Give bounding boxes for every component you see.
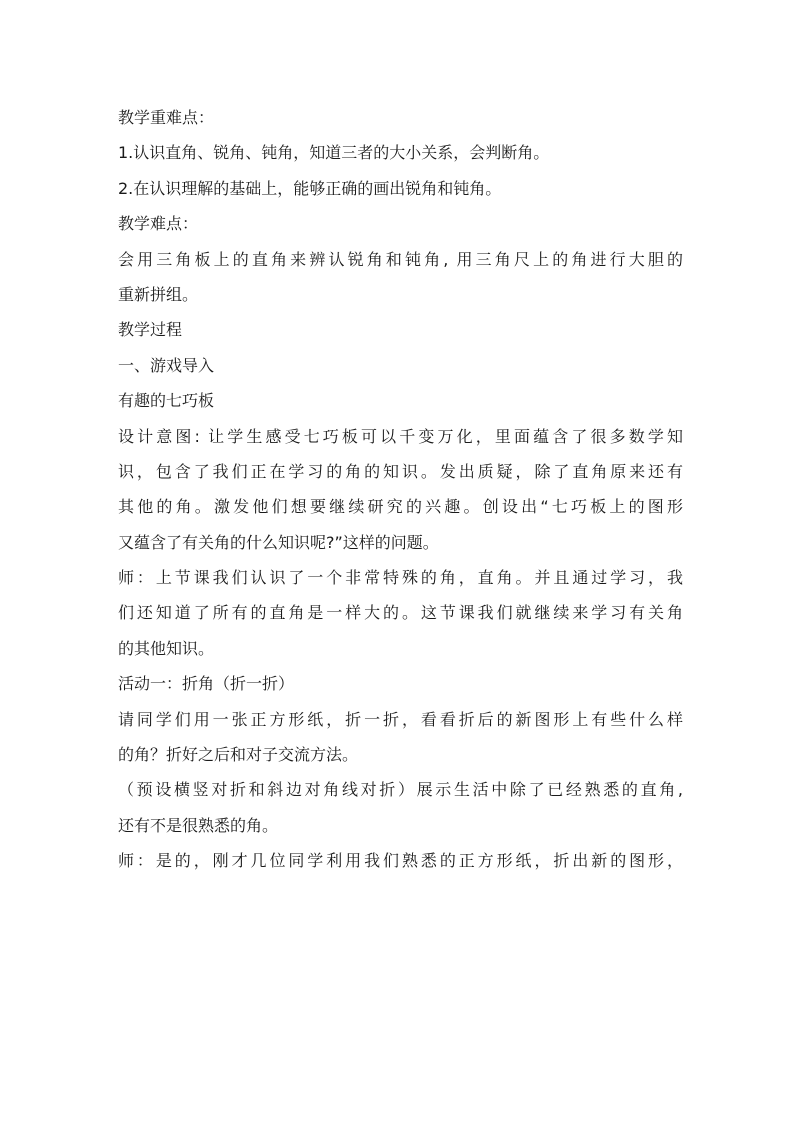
key-point-1: 1.认识直角、锐角、钝角，知道三者的大小关系，会判断角。 (118, 143, 550, 163)
paragraph-line: 师：上节课我们认识了一个非常特殊的角，直角。并且通过学习，我 (118, 568, 683, 588)
activity-heading: 活动一：折角（折一折） (118, 674, 295, 694)
paragraph-line: 其他的角。激发他们想要继续研究的兴趣。创设出“七巧板上的图形 (118, 497, 683, 517)
paragraph-line: 会用三角板上的直角来辨认锐角和钝角, 用三角尺上的角进行大胆的 (118, 249, 683, 269)
section-heading-game-intro: 一、游戏导入 (118, 355, 215, 375)
paragraph-line: （预设横竖对折和斜边对角线对折）展示生活中除了已经熟悉的直角, (118, 780, 683, 800)
paragraph-line: 们还知道了所有的直角是一样大的。这节课我们就继续来学习有关角 (118, 603, 683, 623)
heading-difficult-points: 教学难点： (118, 214, 199, 234)
paragraph-line: 师：是的，刚才几位同学利用我们熟悉的正方形纸，折出新的图形， (118, 851, 683, 871)
paragraph-line: 重新拼组。 (118, 284, 199, 304)
paragraph-line: 识，包含了我们正在学习的角的知识。发出质疑，除了直角原来还有 (118, 461, 683, 481)
paragraph-line: 的其他知识。 (118, 638, 215, 658)
key-point-2: 2.在认识理解的基础上，能够正确的画出锐角和钝角。 (118, 178, 502, 198)
paragraph-line: 还有不是很熟悉的角。 (118, 815, 279, 835)
paragraph-line: 请同学们用一张正方形纸，折一折，看看折后的新图形上有些什么样 (118, 709, 683, 729)
heading-teaching-process: 教学过程 (118, 320, 183, 340)
paragraph-line: 的角？折好之后和对子交流方法。 (118, 745, 359, 765)
heading-key-difficult-points: 教学重难点： (118, 108, 215, 127)
paragraph-line: 又蕴含了有关角的什么知识呢?”这样的问题。 (118, 532, 439, 552)
subheading-tangram: 有趣的七巧板 (118, 391, 215, 411)
paragraph-line: 设计意图: 让学生感受七巧板可以千变万化，里面蕴含了很多数学知 (118, 426, 683, 446)
document-body (118, 100, 683, 879)
